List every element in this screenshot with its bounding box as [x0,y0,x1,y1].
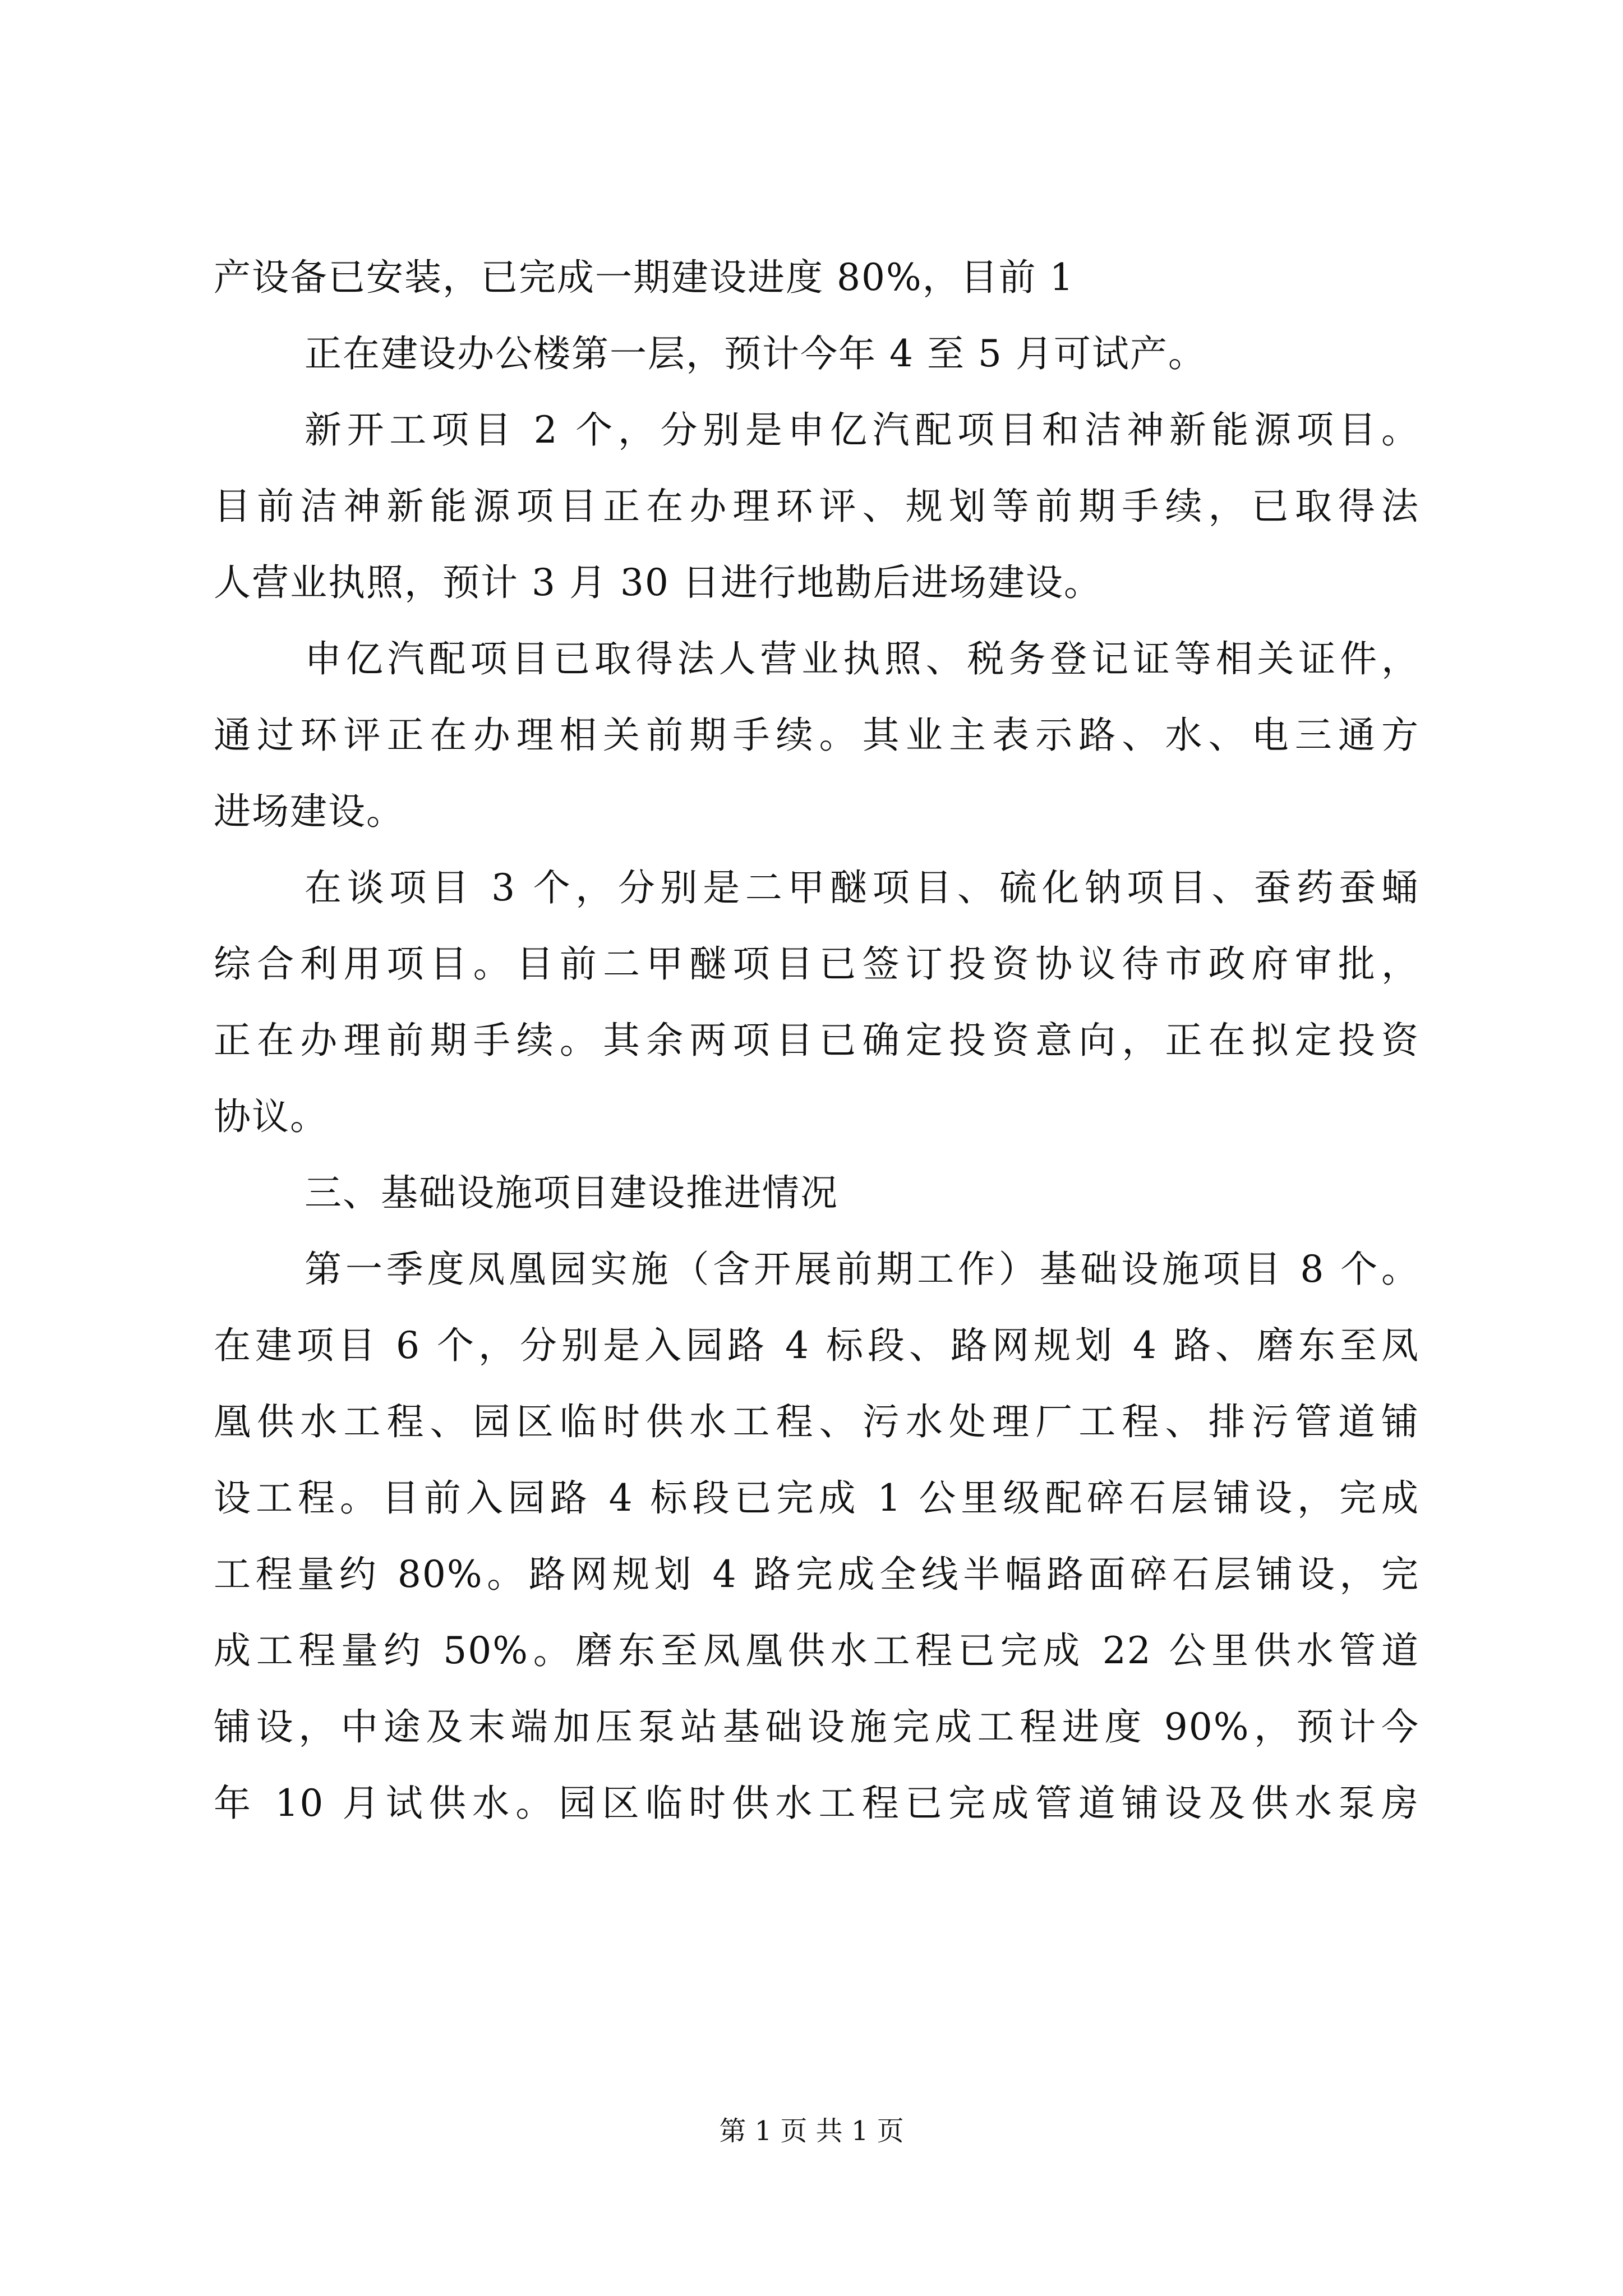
text-line: 设工程。目前入园路 4 标段已完成 1 公里级配碎石层铺设，完成 [214,1476,1419,1520]
text-line: 进场建设。 [214,790,404,833]
text-line: 申亿汽配项目已取得法人营业执照、税务登记证等相关证件， [305,637,1419,680]
text-line: 年 10 月试供水。园区临时供水工程已完成管道铺设及供水泵房 [214,1782,1419,1825]
page-number: 第 1 页 共 1 页 [719,2115,904,2147]
text-line: 通过环评正在办理相关前期手续。其业主表示路、水、电三通方 [214,714,1419,757]
text-line: 协议。 [214,1095,328,1138]
text-line: 铺设，中途及末端加压泵站基础设施完成工程进度 90%，预计今 [214,1705,1419,1749]
text-line: 产设备已安装，已完成一期建设进度 80%，目前 1 [214,256,1075,299]
text-line: 在谈项目 3 个，分别是二甲醚项目、硫化钠项目、蚕药蚕蛹 [305,866,1419,909]
text-line: 正在办理前期手续。其余两项目已确定投资意向，正在拟定投资 [214,1019,1419,1062]
text-line: 正在建设办公楼第一层，预计今年 4 至 5 月可试产。 [305,332,1206,375]
text-line: 凰供水工程、园区临时供水工程、污水处理厂工程、排污管道铺 [214,1400,1419,1443]
text-line: 在建项目 6 个，分别是入园路 4 标段、路网规划 4 路、磨东至凤 [214,1324,1419,1367]
text-line: 成工程量约 50%。磨东至凤凰供水工程已完成 22 公里供水管道 [214,1629,1419,1672]
text-line: 第一季度凤凰园实施（含开展前期工作）基础设施项目 8 个。 [305,1248,1419,1291]
text-line: 工程量约 80%。路网规划 4 路完成全线半幅路面碎石层铺设，完 [214,1553,1419,1596]
text-line: 综合利用项目。目前二甲醚项目已签订投资协议待市政府审批， [214,942,1419,986]
text-line: 新开工项目 2 个，分别是申亿汽配项目和洁神新能源项目。 [305,408,1419,452]
text-line: 目前洁神新能源项目正在办理环评、规划等前期手续，已取得法 [214,485,1419,528]
text-line: 人营业执照，预计 3 月 30 日进行地勘后进场建设。 [214,561,1102,604]
section-heading: 三、基础设施项目建设推进情况 [305,1171,838,1214]
